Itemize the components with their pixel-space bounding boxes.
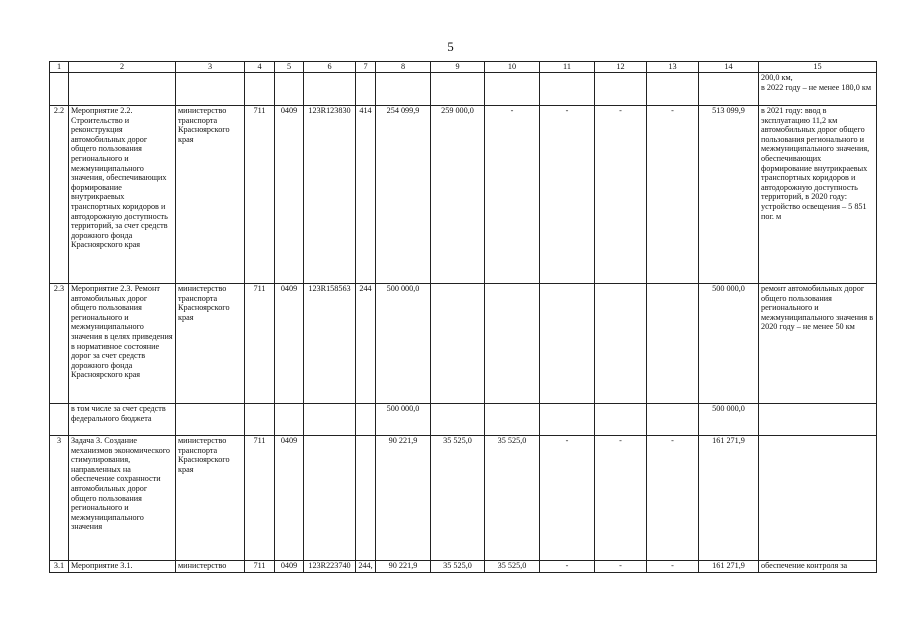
table-row — [50, 561, 877, 573]
table-row — [50, 106, 877, 284]
cell-c8: 500 000,0 — [376, 284, 431, 404]
cell-c13 — [647, 404, 699, 436]
activity-name — [69, 73, 176, 106]
col-header: 3 — [176, 62, 245, 73]
col-header: 14 — [699, 62, 759, 73]
row-number — [50, 404, 69, 436]
cell-c10 — [485, 404, 540, 436]
cell-c11 — [540, 73, 595, 106]
cell-c11 — [540, 284, 595, 404]
col-header: 2 — [69, 62, 176, 73]
table-row — [50, 284, 877, 404]
expected-result: обеспечение контроля за — [759, 561, 877, 573]
executor — [176, 73, 245, 106]
program-activities-table — [49, 61, 877, 573]
cell-c4 — [245, 73, 275, 106]
table-row — [50, 73, 877, 106]
cell-c4: 711 — [245, 106, 275, 284]
cell-c6: 123R223740 — [304, 561, 356, 573]
table-row — [50, 404, 877, 436]
cell-c7 — [356, 73, 376, 106]
expected-result — [759, 436, 877, 561]
cell-c13 — [647, 73, 699, 106]
cell-c7: 244 — [356, 284, 376, 404]
row-number: 2.2 — [50, 106, 69, 284]
column-number-row — [50, 62, 877, 73]
cell-c12 — [595, 73, 647, 106]
row-number — [50, 73, 69, 106]
cell-c7: 414 — [356, 106, 376, 284]
cell-c14 — [699, 73, 759, 106]
col-header: 10 — [485, 62, 540, 73]
cell-c8: 254 099,9 — [376, 106, 431, 284]
cell-c10 — [485, 73, 540, 106]
cell-c14: 500 000,0 — [699, 404, 759, 436]
cell-c14: 161 271,9 — [699, 561, 759, 573]
col-header: 4 — [245, 62, 275, 73]
row-number: 3 — [50, 436, 69, 561]
expected-result: ремонт автомобильных дорог общего пользования регионального и межмуниципального значения в 2020 году – не менее 50 км — [759, 284, 877, 404]
cell-c5: 0409 — [275, 561, 304, 573]
cell-c11: - — [540, 436, 595, 561]
cell-c9: 35 525,0 — [431, 561, 485, 573]
col-header: 13 — [647, 62, 699, 73]
cell-c9 — [431, 284, 485, 404]
cell-c10: - — [485, 106, 540, 284]
cell-c4 — [245, 404, 275, 436]
cell-c14: 500 000,0 — [699, 284, 759, 404]
activity-name: Мероприятие 2.2. Строительство и реконструкция автомобильных дорог общего пользования регионального и межмуниципального значения, обеспечивающих формирование внутрикраевых транспортных коридоров и автодорожную доступность территорий, за счет средств дорожного фонда Красноярского края — [69, 106, 176, 284]
col-header: 7 — [356, 62, 376, 73]
cell-c4: 711 — [245, 561, 275, 573]
cell-c13 — [647, 284, 699, 404]
activity-name: Мероприятие 2.3. Ремонт автомобильных дорог общего пользования регионального и межмуниципального значения в целях приведения в нормативное состояние дорог за счет средств дорожного фонда Красноярского края — [69, 284, 176, 404]
cell-c14: 513 099,9 — [699, 106, 759, 284]
cell-c7 — [356, 436, 376, 561]
expected-result — [759, 404, 877, 436]
activity-name: Мероприятие 3.1. — [69, 561, 176, 573]
cell-c8: 90 221,9 — [376, 436, 431, 561]
cell-c13: - — [647, 436, 699, 561]
cell-c6: 123R158563 — [304, 284, 356, 404]
cell-c4: 711 — [245, 436, 275, 561]
cell-c5: 0409 — [275, 436, 304, 561]
cell-c12: - — [595, 106, 647, 284]
cell-c12: - — [595, 561, 647, 573]
cell-c11: - — [540, 561, 595, 573]
cell-c8: 90 221,9 — [376, 561, 431, 573]
col-header: 12 — [595, 62, 647, 73]
row-number: 3.1 — [50, 561, 69, 573]
cell-c9: 259 000,0 — [431, 106, 485, 284]
cell-c7: 244, — [356, 561, 376, 573]
cell-c6: 123R123830 — [304, 106, 356, 284]
executor: министерство транспорта Красноярского края — [176, 106, 245, 284]
cell-c5 — [275, 73, 304, 106]
activity-name: в том числе за счет средств федерального бюджета — [69, 404, 176, 436]
cell-c4: 711 — [245, 284, 275, 404]
col-header: 1 — [50, 62, 69, 73]
cell-c13: - — [647, 106, 699, 284]
table-row — [50, 436, 877, 561]
page-number: 5 — [447, 39, 454, 54]
executor: министерство транспорта Красноярского края — [176, 436, 245, 561]
cell-c5: 0409 — [275, 106, 304, 284]
cell-c9 — [431, 73, 485, 106]
cell-c8: 500 000,0 — [376, 404, 431, 436]
cell-c12 — [595, 404, 647, 436]
col-header: 8 — [376, 62, 431, 73]
cell-c9 — [431, 404, 485, 436]
cell-c5: 0409 — [275, 284, 304, 404]
expected-result: 200,0 км, в 2022 году – не менее 180,0 км — [759, 73, 877, 106]
expected-result: в 2021 году: ввод в эксплуатацию 11,2 км автомобильных дорог общего пользования регионального и межмуниципального значения, обеспечивающих формирование внутрикраевых транспортных коридоров и автодорожную доступность территорий, в 2020 году: устройство освещения – 5 851 пог. м — [759, 106, 877, 284]
cell-c6 — [304, 436, 356, 561]
cell-c11 — [540, 404, 595, 436]
executor — [176, 404, 245, 436]
cell-c9: 35 525,0 — [431, 436, 485, 561]
col-header: 15 — [759, 62, 877, 73]
col-header: 6 — [304, 62, 356, 73]
cell-c14: 161 271,9 — [699, 436, 759, 561]
executor: министерство — [176, 561, 245, 573]
cell-c5 — [275, 404, 304, 436]
cell-c11: - — [540, 106, 595, 284]
cell-c10: 35 525,0 — [485, 561, 540, 573]
cell-c10 — [485, 284, 540, 404]
cell-c7 — [356, 404, 376, 436]
executor: министерство транспорта Красноярского края — [176, 284, 245, 404]
col-header: 5 — [275, 62, 304, 73]
activity-name: Задача 3. Создание механизмов экономического стимулирования, направленных на обеспечение сохранности автомобильных дорог общего пользования регионального и межмуниципального значения — [69, 436, 176, 561]
cell-c8 — [376, 73, 431, 106]
col-header: 9 — [431, 62, 485, 73]
cell-c12: - — [595, 436, 647, 561]
cell-c6 — [304, 73, 356, 106]
cell-c10: 35 525,0 — [485, 436, 540, 561]
col-header: 11 — [540, 62, 595, 73]
cell-c13: - — [647, 561, 699, 573]
row-number: 2.3 — [50, 284, 69, 404]
cell-c6 — [304, 404, 356, 436]
cell-c12 — [595, 284, 647, 404]
